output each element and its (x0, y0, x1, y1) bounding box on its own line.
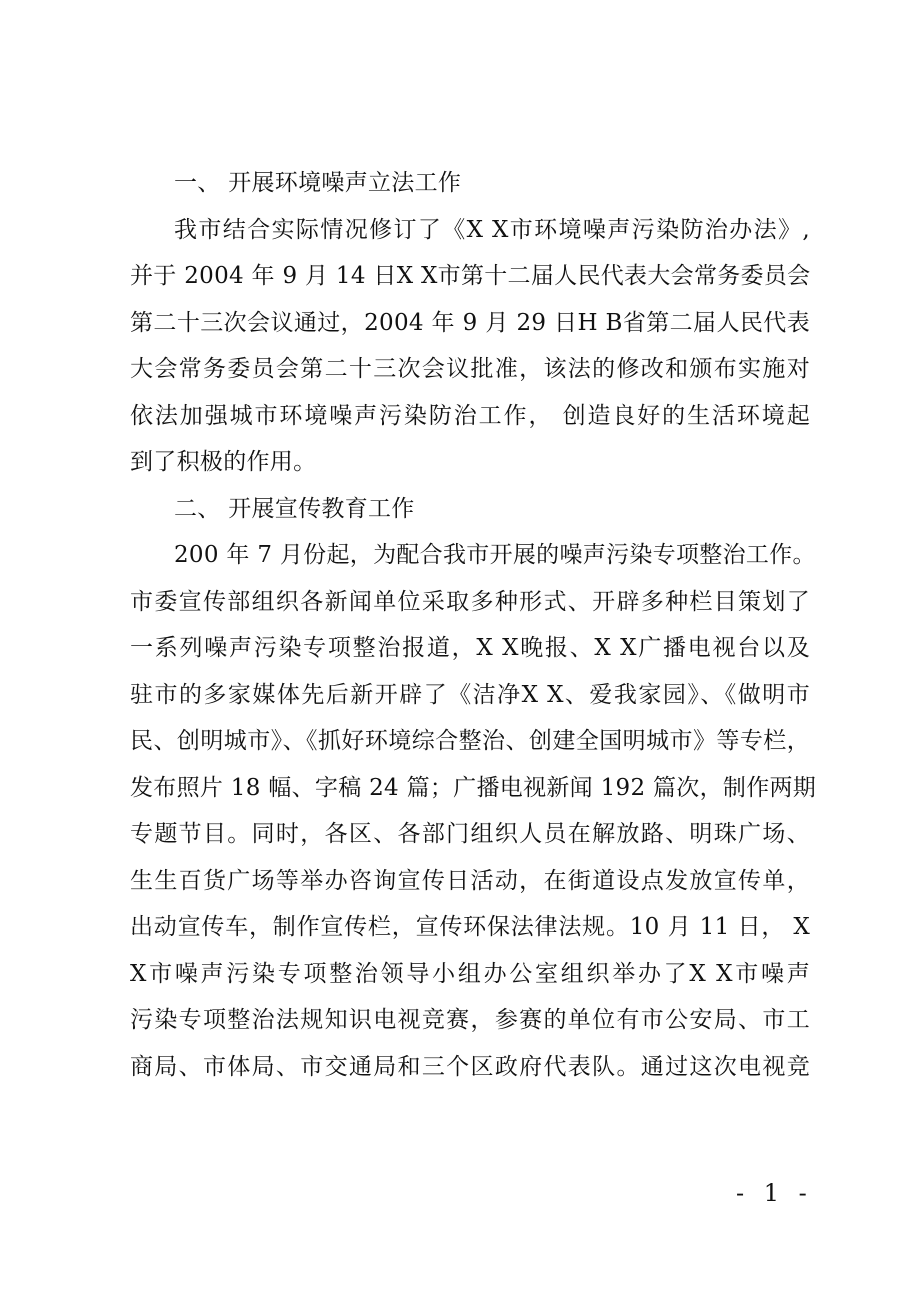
paragraph-line: 依法加强城市环境噪声污染防治工作， 创造良好的生活环境起 (130, 402, 810, 429)
paragraph-line: 大会常务委员会第二十三次会议批准，该法的修改和颁布实施对 (130, 356, 810, 382)
paragraph-line: 我市结合实际情况修订了《X X市环境噪声污染防治办法》, (174, 216, 810, 243)
paragraph-line: 发布照片 18 幅、字稿 24 篇；广播电视新闻 192 篇次，制作两期 (130, 774, 817, 801)
section-heading-publicity: 二、 开展宣传教育工作 (174, 495, 415, 522)
paragraph-line: 200 年 7 月份起，为配合我市开展的噪声污染专项整治工作。 (174, 542, 816, 568)
paragraph-line: 商局、市体局、市交通局和三个区政府代表队。通过这次电视竞 (130, 1053, 810, 1080)
paragraph-line: 到了积极的作用。 (130, 449, 317, 475)
paragraph-line: 驻市的多家媒体先后新开辟了《洁净X X、爱我家园》、《做明市 (130, 681, 810, 708)
page-number: - 1 - (736, 1179, 813, 1207)
paragraph-line: 污染专项整治法规知识电视竞赛，参赛的单位有市公安局、市工 (130, 1007, 810, 1033)
paragraph-line: 市委宣传部组织各新闻单位采取多种形式、开辟多种栏目策划了 (130, 588, 810, 615)
paragraph-line: 出动宣传车，制作宣传栏，宣传环保法律法规。10 月 11 日， X (130, 914, 810, 940)
paragraph-line: 一系列噪声污染专项整治报道，X X晚报、X X广播电视台以及 (130, 635, 810, 661)
paragraph-line: 民、创明城市》、《抓好环境综合整治、创建全国明城市》等专栏， (130, 728, 810, 754)
document-body (130, 160, 817, 1090)
paragraph-line: 生生百货广场等举办咨询宣传日活动，在街道设点发放宣传单， (130, 867, 810, 894)
paragraph-line: 并于 2004 年 9 月 14 日X X市第十二届人民代表大会常务委员会 (130, 263, 811, 289)
section-heading-legislation: 一、 开展环境噪声立法工作 (174, 170, 462, 196)
paragraph-line: X市噪声污染专项整治领导小组办公室组织举办了X X市噪声 (130, 960, 810, 987)
paragraph-line: 第二十三次会议通过，2004 年 9 月 29 日H B省第二届人民代表 (130, 309, 810, 336)
paragraph-line: 专题节目。同时，各区、各部门组织人员在解放路、明珠广场、 (130, 821, 810, 847)
